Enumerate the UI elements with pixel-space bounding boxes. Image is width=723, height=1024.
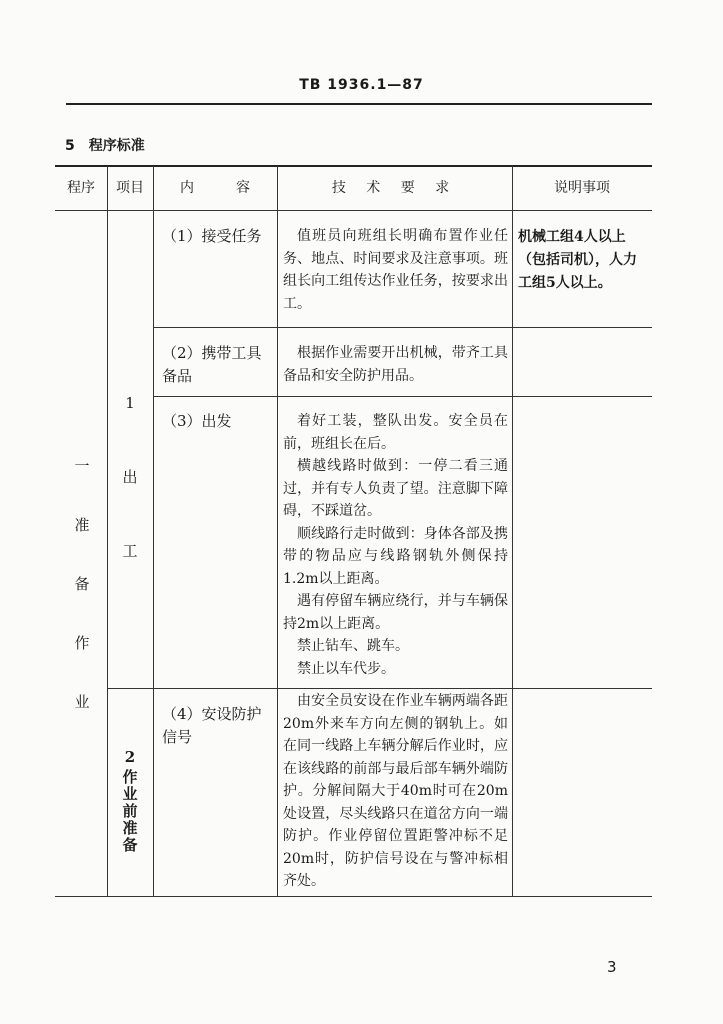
- requirement-paragraph: 禁止钻车、跳车。: [297, 638, 409, 654]
- procedure-char: 一: [74, 457, 90, 475]
- section-number: 5: [65, 138, 75, 154]
- column-divider: [277, 166, 278, 896]
- requirement-paragraph: 顺线路行走时做到：身体各部及携带的物品应与线路钢轨外侧保持1.2m以上距离。: [283, 525, 508, 587]
- table-bottom-rule: [55, 896, 652, 897]
- section-title: 程序标准: [88, 138, 145, 154]
- row-content: （1）接受任务: [162, 227, 262, 245]
- row-remarks: 机械工组4人以上（包括司机），人力工组5人以上。: [518, 229, 637, 291]
- row-divider: [153, 396, 652, 397]
- table-header-rule: [55, 210, 652, 211]
- procedure-char: 作: [74, 634, 90, 652]
- item-label-char: 备: [122, 836, 138, 854]
- row-requirements: [283, 410, 508, 680]
- row-content: （4）安设防护信号: [162, 705, 262, 746]
- document-code: TB 1936.1—87: [299, 77, 424, 93]
- column-divider: [153, 166, 154, 896]
- requirement-paragraph: 着好工装，整队出发。安全员在前，班组长在后。: [283, 413, 508, 452]
- row-requirements: [283, 690, 508, 893]
- row-requirements: [283, 225, 508, 315]
- requirement-paragraph: 遇有停留车辆应绕行，并与车辆保持2m以上距离。: [283, 593, 508, 632]
- row-divider: [153, 327, 652, 328]
- procedure-char: 业: [74, 693, 90, 711]
- item-label-char: 工: [122, 542, 138, 560]
- row-divider: [107, 688, 652, 689]
- procedure-char: 备: [74, 575, 90, 593]
- row-content: （2）携带工具备品: [162, 344, 262, 385]
- requirement-paragraph: 横越线路时做到：一停二看三通过，并有专人负责了望。注意脚下障碍，不踩道岔。: [283, 458, 508, 519]
- item-label-char: 作: [122, 768, 138, 786]
- requirement-paragraph: 由安全员安设在作业车辆两端各距20m外来车方向左侧的钢轨上。如在同一线路上车辆分解后作业时，应在该线路的前部与最后部车辆外端防护。分解间隔大于40m时可在20m处设置，尽头线路只在道岔方向一端防护。作业停留位置距警冲标不足20m时，防护信号设在与警冲标相齐处。: [283, 693, 508, 889]
- row-content: （3）出发: [162, 412, 232, 430]
- item-number: 1: [125, 394, 135, 412]
- item-label-char: 出: [122, 468, 138, 486]
- column-header-procedure: 程序: [67, 180, 95, 196]
- row-requirements: [283, 342, 508, 387]
- column-divider: [107, 166, 108, 896]
- header-rule: [66, 103, 652, 105]
- column-header-content: 内 容: [180, 180, 264, 196]
- item-label-char: 前: [122, 802, 138, 820]
- requirement-paragraph: 根据作业需要开出机械，带齐工具备品和安全防护用品。: [283, 345, 508, 384]
- column-header-remarks: 说明事项: [554, 180, 610, 196]
- column-header-item: 项目: [116, 180, 144, 196]
- item-label-char: 业: [122, 785, 138, 803]
- requirement-paragraph: 值班员向班组长明确布置作业任务、地点、时间要求及注意事项。班组长向工组传达作业任务，按要求出工。: [283, 228, 508, 312]
- column-header-requirements: 技 术 要 求: [331, 180, 458, 196]
- page-number: 3: [607, 958, 617, 976]
- item-number: 2: [124, 748, 136, 766]
- procedure-char: 准: [74, 516, 90, 534]
- column-divider: [512, 166, 513, 896]
- requirement-paragraph: 禁止以车代步。: [297, 660, 395, 677]
- section-heading: [65, 135, 145, 155]
- item-label-char: 准: [122, 819, 138, 837]
